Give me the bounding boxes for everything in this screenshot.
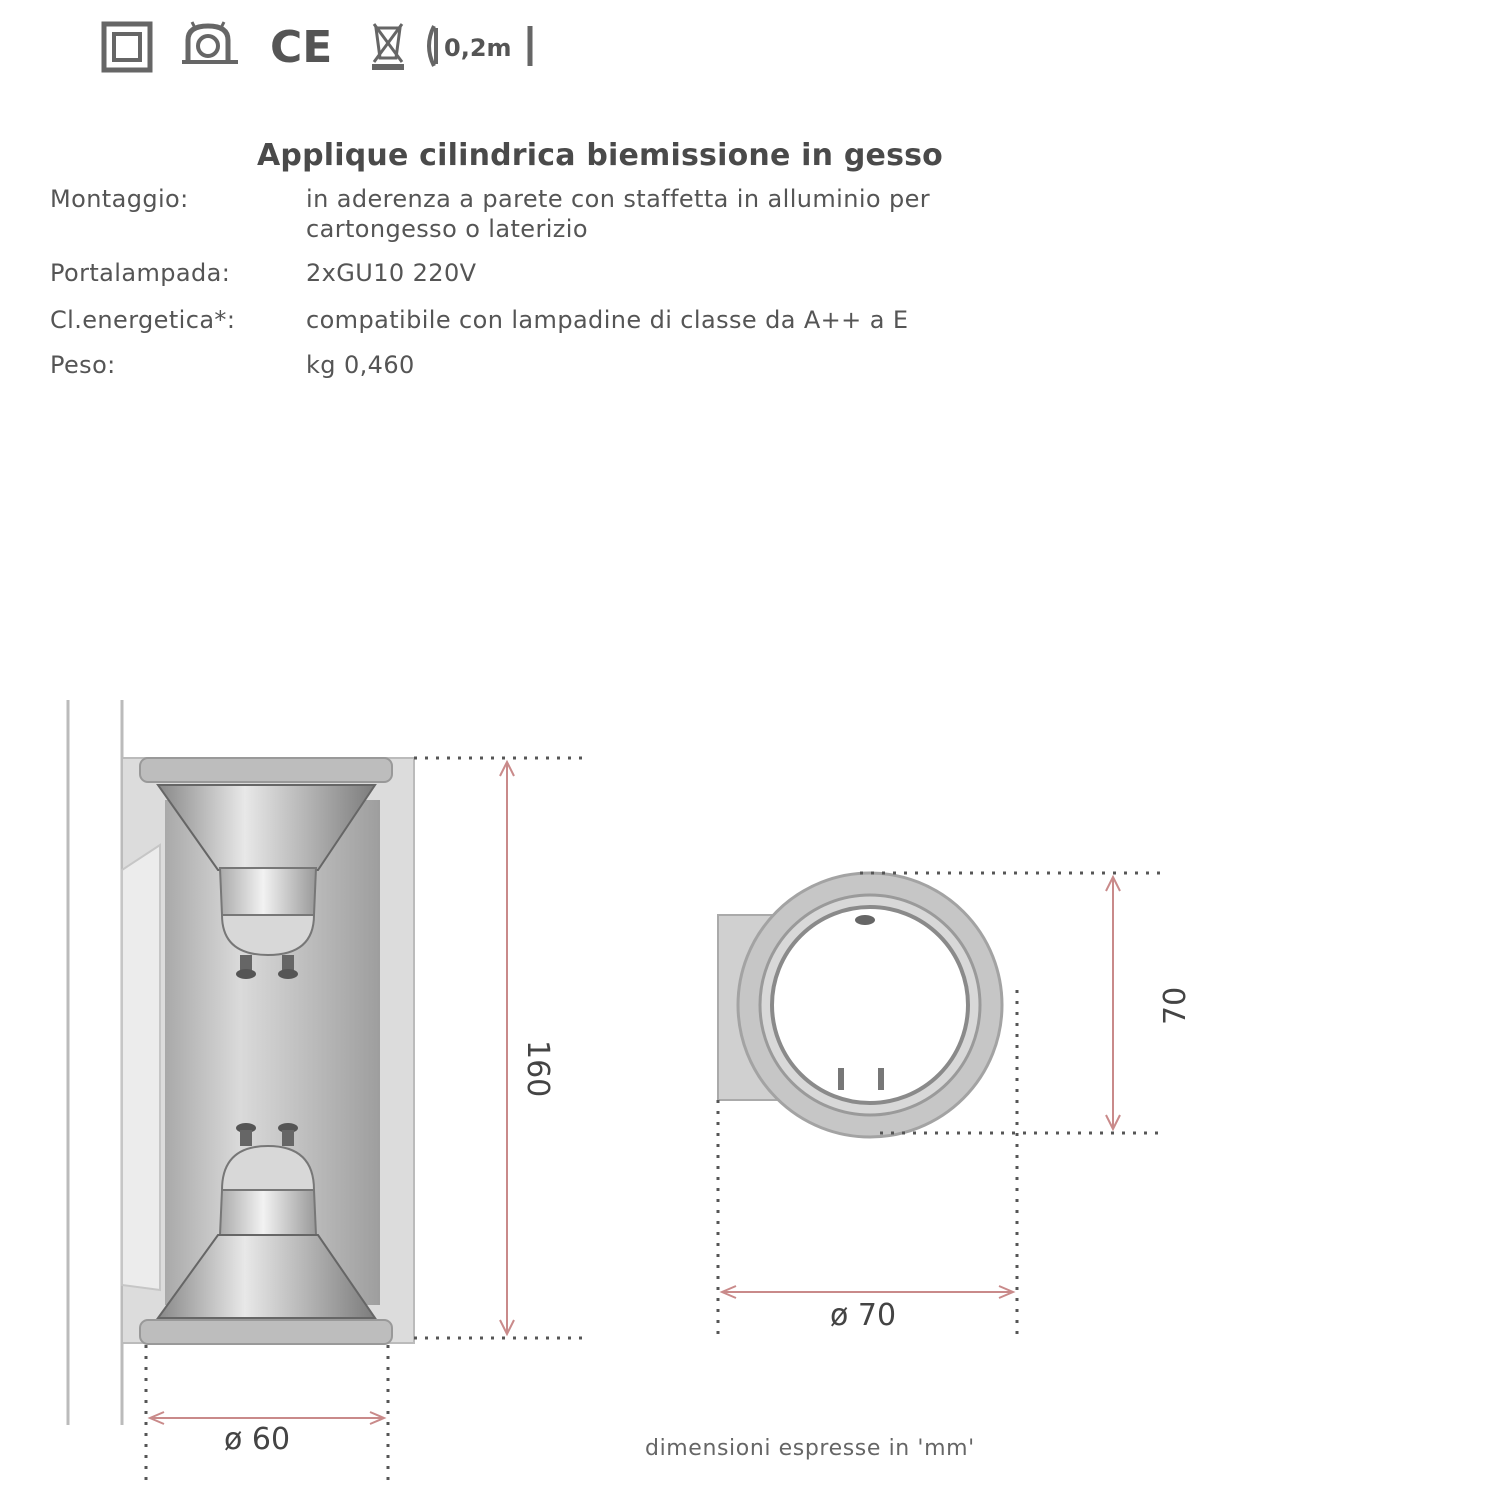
spec-value-energy-class: compatibile con lampadine di classe da A++ a E bbox=[306, 306, 909, 334]
lamp-side-view bbox=[122, 758, 414, 1344]
depth-label: 70 bbox=[1158, 986, 1193, 1025]
base-diameter-dimension bbox=[146, 1345, 388, 1480]
min-distance-text: 0,2m bbox=[444, 34, 512, 62]
top-diameter-label: ø 70 bbox=[830, 1298, 897, 1333]
spec-value-mounting-cont: cartongesso o laterizio bbox=[306, 215, 588, 243]
spec-label-mounting: Montaggio: bbox=[50, 185, 189, 213]
spec-value-mounting: in aderenza a parete con staffetta in alluminio per bbox=[306, 185, 931, 213]
height-label: 160 bbox=[520, 1040, 555, 1098]
base-diameter-label: ø 60 bbox=[224, 1422, 291, 1457]
spec-label-energy-class: Cl.energetica*: bbox=[50, 306, 236, 334]
spec-value-weight: kg 0,460 bbox=[306, 351, 415, 379]
spec-value-lampholder: 2xGU10 220V bbox=[306, 259, 477, 287]
spec-label-weight: Peso: bbox=[50, 351, 116, 379]
spec-label-lampholder: Portalampada: bbox=[50, 259, 231, 287]
ce-mark-text: CE bbox=[270, 22, 333, 73]
product-title: Applique cilindrica biemissione in gesso bbox=[256, 138, 943, 173]
wall bbox=[68, 700, 122, 1425]
lamp-top-view bbox=[718, 873, 1002, 1137]
height-dimension bbox=[414, 758, 590, 1338]
units-note: dimensioni espresse in 'mm' bbox=[645, 1436, 975, 1461]
